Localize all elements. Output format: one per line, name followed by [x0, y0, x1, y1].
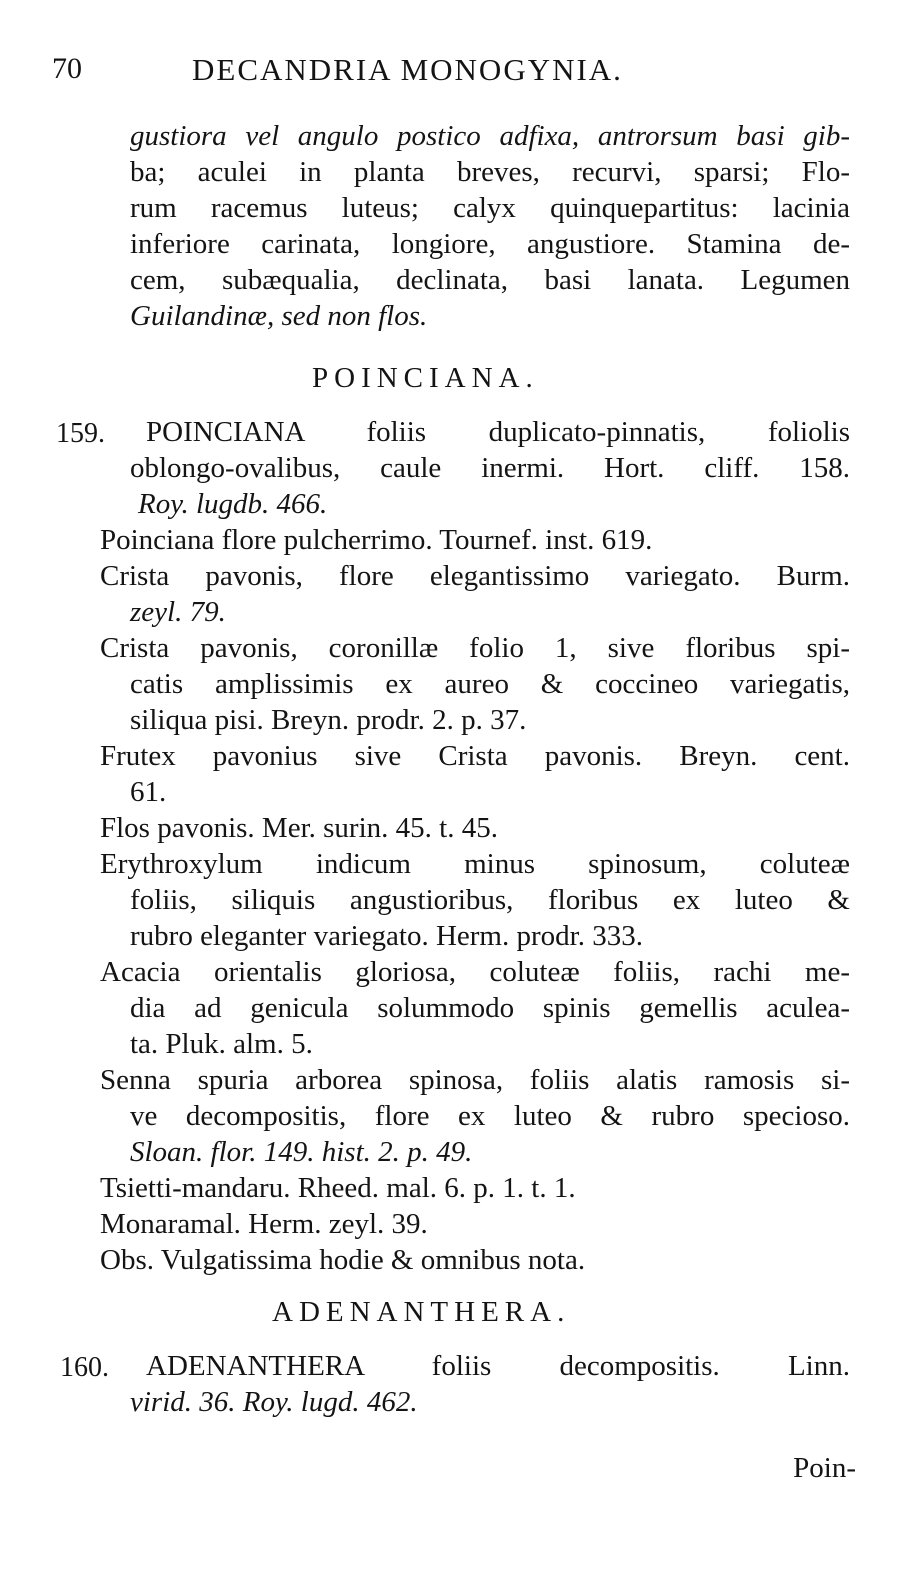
entry-number: 159. — [56, 418, 105, 449]
page-header — [52, 52, 852, 96]
text-line: Roy. lugdb. 466. — [138, 488, 328, 520]
text-line: Guilandinæ, sed non flos. — [130, 300, 428, 332]
text-line: siliqua pisi. Breyn. prodr. 2. p. 37. — [130, 704, 527, 736]
running-head: DECANDRIA MONOGYNIA. — [192, 52, 623, 87]
text-line: Acacia orientalis gloriosa, coluteæ foliis, rachi me- — [100, 956, 850, 988]
text-line: rubro eleganter variegato. Herm. prodr. 333. — [130, 920, 643, 952]
text-line: Senna spuria arborea spinosa, foliis alatis ramosis si- — [100, 1064, 850, 1096]
text-line: Sloan. flor. 149. hist. 2. p. 49. — [130, 1136, 473, 1168]
text-line: cem, subæqualia, declinata, basi lanata. Legumen — [130, 264, 850, 296]
text-line: zeyl. 79. — [130, 596, 226, 628]
text-line: Obs. Vulgatissima hodie & omnibus nota. — [100, 1244, 586, 1276]
text-line: dia ad genicula solummodo spinis gemellis aculea- — [130, 992, 850, 1024]
section-title-adenanthera: ADENANTHERA. — [272, 1296, 571, 1328]
text-line: gustiora vel angulo postico adfixa, antrorsum basi gib- — [130, 120, 850, 152]
text-line: Frutex pavonius sive Crista pavonis. Breyn. cent. — [100, 740, 850, 772]
text-line: ADENANTHERA foliis decompositis. Linn. — [146, 1350, 850, 1382]
text-line: virid. 36. Roy. lugd. 462. — [130, 1386, 418, 1418]
text-line: Erythroxylum indicum minus spinosum, coluteæ — [100, 848, 850, 880]
text-line: catis amplissimis ex aureo & coccineo variegatis, — [130, 668, 850, 700]
section-title-poinciana: POINCIANA. — [312, 362, 539, 394]
text-line: Flos pavonis. Mer. surin. 45. t. 45. — [100, 812, 498, 844]
text-line: ve decompositis, flore ex luteo & rubro specioso. — [130, 1100, 850, 1132]
text-line: ba; aculei in planta breves, recurvi, sparsi; Flo- — [130, 156, 850, 188]
page-number: 70 — [52, 52, 82, 85]
text-line: Monaramal. Herm. zeyl. 39. — [100, 1208, 428, 1240]
text-line: Crista pavonis, coronillæ folio 1, sive floribus spi- — [100, 632, 850, 664]
text-line: POINCIANA foliis duplicato-pinnatis, foliolis — [146, 416, 850, 448]
text-line: rum racemus luteus; calyx quinquepartitus: lacinia — [130, 192, 850, 224]
catchword: Poin- — [793, 1452, 856, 1484]
text-line: ta. Pluk. alm. 5. — [130, 1028, 313, 1060]
text-line: inferiore carinata, longiore, angustiore. Stamina de- — [130, 228, 850, 260]
text-line: Crista pavonis, flore elegantissimo variegato. Burm. — [100, 560, 850, 592]
entry-number: 160. — [60, 1352, 109, 1383]
text-line: 61. — [130, 776, 167, 808]
text-line: foliis, siliquis angustioribus, floribus ex luteo & — [130, 884, 850, 916]
text-line: oblongo-ovalibus, caule inermi. Hort. cliff. 158. — [130, 452, 850, 484]
text-line: Tsietti-mandaru. Rheed. mal. 6. p. 1. t. 1. — [100, 1172, 576, 1204]
text-line: Poinciana flore pulcherrimo. Tournef. inst. 619. — [100, 524, 653, 556]
